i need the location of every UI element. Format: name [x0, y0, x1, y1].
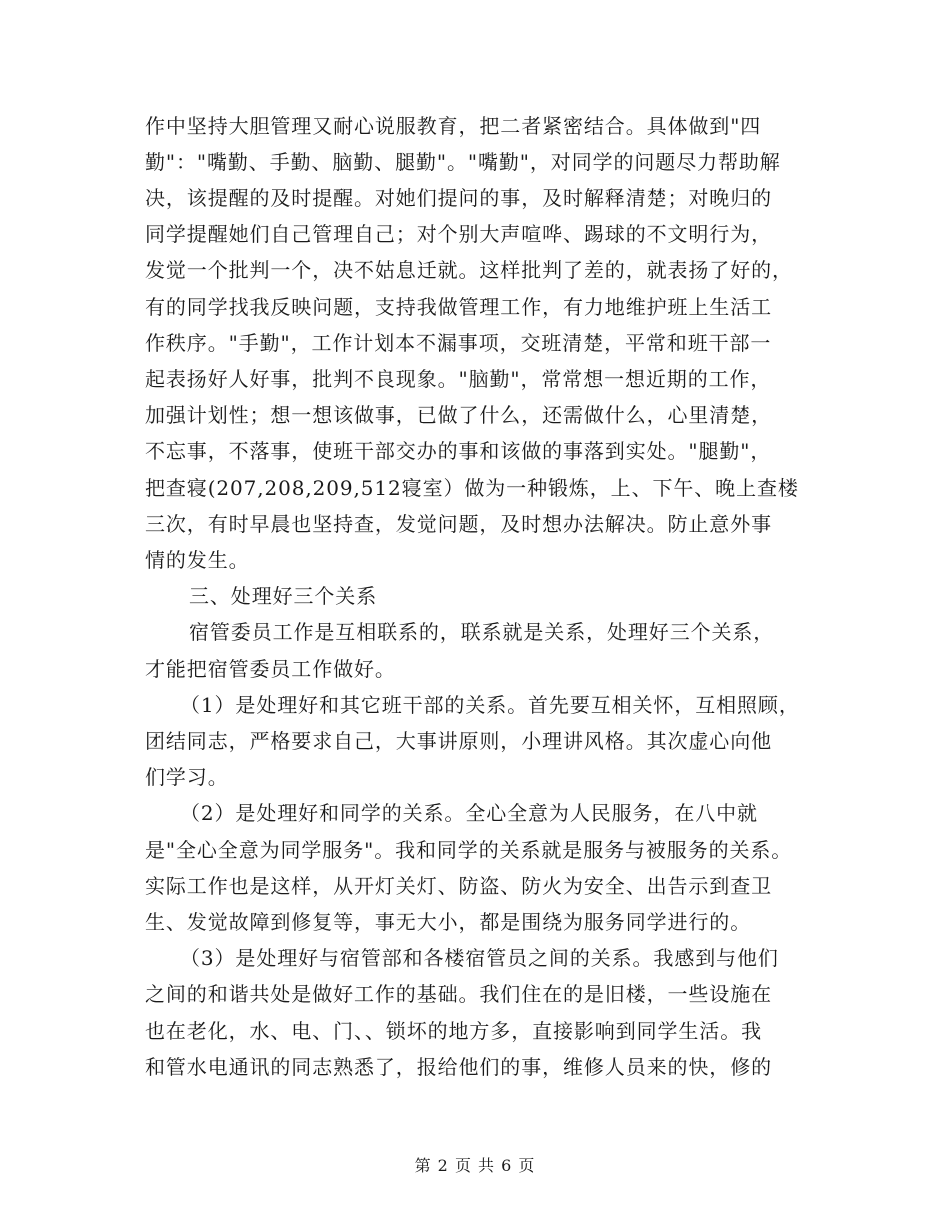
- text-line-24: （3）是处理好与宿管部和各楼宿管员之间的关系。我感到与他们: [180, 946, 779, 970]
- text-line-4: 同学提醒她们自己管理自己；对个别大声喧哗、踢球的不文明行为，: [145, 222, 772, 246]
- text-line-7: 作秩序。"手勤"，工作计划本不漏事项，交班清楚，平常和班干部一: [145, 331, 772, 355]
- text-line-12: 三次，有时早晨也坚持查，发觉问题，及时想办法解决。防止意外事: [145, 512, 772, 536]
- text-line-20: （2）是处理好和同学的关系。全心全意为人民服务，在八中就: [180, 801, 758, 825]
- text-line-9: 加强计划性；想一想该做事，已做了什么，还需做什么，心里清楚，: [145, 403, 772, 427]
- text-line-22: 实际工作也是这样，从开灯关灯、防盗、防火为安全、出告示到查卫: [145, 874, 772, 898]
- text-line-3: 决，该提醒的及时提醒。对她们提问的事，及时解释清楚；对晚归的: [145, 186, 772, 210]
- text-line-10: 不忘事，不落事，使班干部交办的事和该做的事落到实处。"腿勤"，: [145, 439, 772, 463]
- text-line-27: 和管水电通讯的同志熟悉了，报给他们的事，维修人员来的快，修的: [145, 1055, 772, 1079]
- text-line-15: 宿管委员工作是互相联系的，联系就是关系，处理好三个关系，: [189, 620, 775, 644]
- text-line-25: 之间的和谐共处是做好工作的基础。我们住在的是旧楼，一些设施在: [145, 982, 772, 1006]
- text-line-21: 是"全心全意为同学服务"。我和同学的关系就是服务与被服务的关系。: [145, 838, 793, 862]
- section-heading: 三、处理好三个关系: [189, 584, 378, 608]
- page-number-footer: 第 2 页 共 6 页: [414, 1156, 536, 1175]
- text-line-19: 们学习。: [145, 765, 229, 789]
- text-line-18: 团结同志，严格要求自己，大事讲原则，小理讲风格。其次虚心向他: [145, 729, 772, 753]
- text-line-11: 把查寝(207,208,209,512寝室）做为一种锻炼，上、下午、晚上查楼: [145, 476, 799, 500]
- text-line-13: 情的发生。: [145, 548, 250, 572]
- text-line-2: 勤"："嘴勤、手勤、脑勤、腿勤"。"嘴勤"，对同学的问题尽力帮助解: [145, 150, 781, 174]
- text-line-5: 发觉一个批判一个，决不姑息迁就。这样批判了差的，就表扬了好的，: [145, 258, 793, 282]
- text-line-16: 才能把宿管委员工作做好。: [145, 657, 396, 681]
- text-line-1: 作中坚持大胆管理又耐心说服教育，把二者紧密结合。具体做到"四: [145, 114, 762, 138]
- text-line-17: （1）是处理好和其它班干部的关系。首先要互相关怀，互相照顾，: [180, 693, 800, 717]
- text-line-23: 生、发觉故障到修复等，事无大小，都是围绕为服务同学进行的。: [145, 910, 752, 934]
- text-line-26: 也在老化，水、电、门、、锁坏的地方多，直接影响到同学生活。我: [145, 1019, 762, 1043]
- text-line-8: 起表扬好人好事，批判不良现象。"脑勤"，常常想一想近期的工作，: [145, 367, 772, 391]
- text-line-6: 有的同学找我反映问题，支持我做管理工作，有力地维护班上生活工: [145, 295, 772, 319]
